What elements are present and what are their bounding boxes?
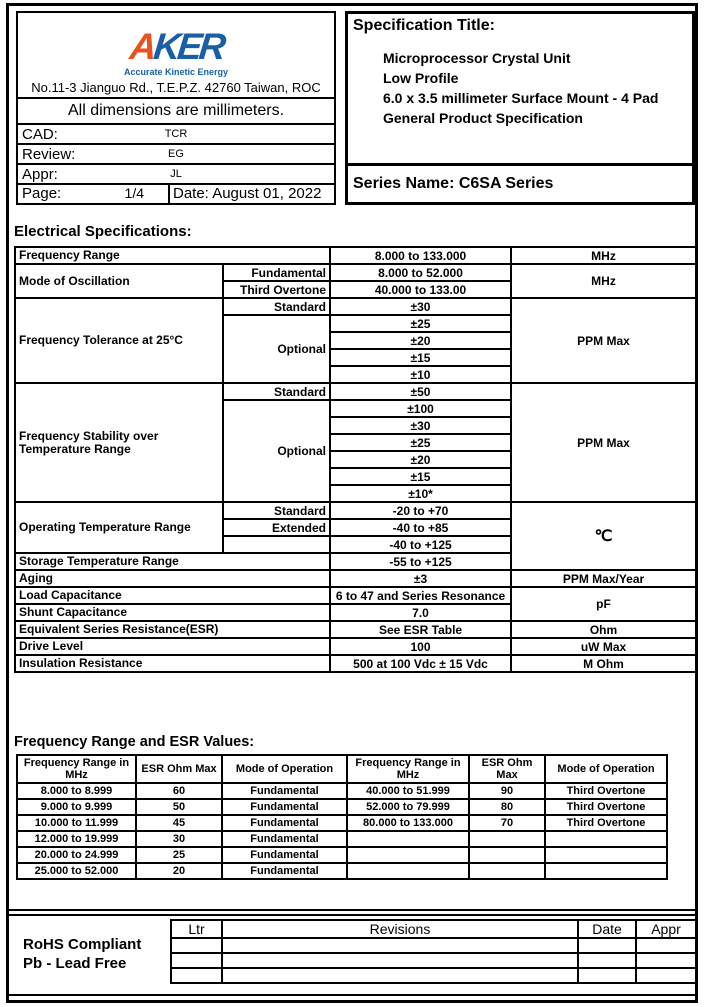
spec-unit: M Ohm <box>511 655 696 672</box>
column-header: Appr <box>636 920 696 938</box>
spec-param: Operating Temperature Range <box>15 502 223 553</box>
spec-unit: uW Max <box>511 638 696 655</box>
spec-value: 100 <box>330 638 511 655</box>
spec-param: Frequency Stability over Temperature Range <box>15 383 223 502</box>
esr-cell: Third Overtone <box>545 799 667 815</box>
esr-cell: Fundamental <box>222 863 347 879</box>
spec-param: Load Capacitance <box>15 587 330 604</box>
spec-value: ±20 <box>330 451 511 468</box>
esr-cell: 50 <box>136 799 222 815</box>
spec-title-box <box>345 11 695 205</box>
series-name: Series Name: C6SA Series <box>348 163 692 202</box>
page-label: Page: <box>22 185 62 202</box>
spec-value: ±30 <box>330 298 511 315</box>
spec-param: Storage Temperature Range <box>15 553 330 570</box>
spec-value: -20 to +70 <box>330 502 511 519</box>
spec-option-label: Fundamental <box>223 264 330 281</box>
rohs-line1: RoHS Compliant <box>23 936 142 953</box>
spec-value: -55 to +125 <box>330 553 511 570</box>
esr-cell <box>347 831 469 847</box>
column-header: ESR Ohm Max <box>136 755 222 783</box>
rev-cell <box>171 968 222 983</box>
review-label: Review: <box>22 146 76 163</box>
table-row <box>15 570 696 587</box>
spec-title-lines <box>353 48 690 128</box>
esr-values-table <box>16 754 668 880</box>
appr-value: JL <box>170 168 182 180</box>
table-row <box>171 953 696 968</box>
rohs-line2: Pb - Lead Free <box>23 955 127 972</box>
table-header-row <box>171 920 696 938</box>
cad-label: CAD: <box>22 126 58 143</box>
esr-cell: 45 <box>136 815 222 831</box>
esr-cell: 52.000 to 79.999 <box>347 799 469 815</box>
column-header: Mode of Operation <box>222 755 347 783</box>
logo-letters-ker: KER <box>151 26 225 67</box>
spec-unit: Ohm <box>511 621 696 638</box>
spec-value: -40 to +85 <box>330 519 511 536</box>
company-address: No.11-3 Jianguo Rd., T.E.P.Z. 42760 Taiwan, ROC <box>31 80 321 95</box>
electrical-heading: Electrical Specifications: <box>14 223 192 240</box>
spec-value: ±3 <box>330 570 511 587</box>
esr-cell: 10.000 to 11.999 <box>17 815 136 831</box>
table-row <box>15 298 696 315</box>
revisions-table <box>170 919 697 984</box>
column-header: Mode of Operation <box>545 755 667 783</box>
spec-title-line: Microprocessor Crystal Unit <box>383 50 571 66</box>
spec-value: 500 at 100 Vdc ± 15 Vdc <box>330 655 511 672</box>
table-row <box>15 247 696 264</box>
table-row <box>171 938 696 953</box>
spec-unit: PPM Max/Year <box>511 570 696 587</box>
esr-cell: 25.000 to 52.000 <box>17 863 136 879</box>
table-row <box>15 502 696 519</box>
esr-cell <box>545 831 667 847</box>
spec-option-label: Standard <box>223 502 330 519</box>
spec-value: ±100 <box>330 400 511 417</box>
esr-cell: 80.000 to 133.000 <box>347 815 469 831</box>
esr-cell: 20 <box>136 863 222 879</box>
page-number: 1/4 <box>124 185 144 201</box>
column-header: Revisions <box>222 920 578 938</box>
table-row <box>15 587 696 604</box>
spec-unit: PPM Max <box>511 383 696 502</box>
spec-option-label: Extended <box>223 519 330 536</box>
rev-cell <box>222 953 578 968</box>
company-header-box <box>16 11 336 205</box>
table-row <box>17 847 667 863</box>
rohs-note <box>23 935 141 973</box>
spec-unit: MHz <box>511 264 696 298</box>
cad-row <box>18 123 334 143</box>
esr-cell: Fundamental <box>222 831 347 847</box>
spec-value: 40.000 to 133.00 <box>330 281 511 298</box>
table-row <box>17 783 667 799</box>
table-row <box>17 831 667 847</box>
dimensions-note: All dimensions are millimeters. <box>18 97 334 123</box>
esr-cell: 80 <box>469 799 545 815</box>
esr-cell: 30 <box>136 831 222 847</box>
bottom-rule <box>9 994 695 996</box>
rev-cell <box>636 938 696 953</box>
spec-value: ±30 <box>330 417 511 434</box>
spec-unit: pF <box>511 587 696 621</box>
esr-heading: Frequency Range and ESR Values: <box>14 734 255 750</box>
esr-cell <box>469 863 545 879</box>
logo-tagline: Accurate Kinetic Energy <box>123 67 229 77</box>
table-row <box>15 264 696 281</box>
spec-param: Insulation Resistance <box>15 655 330 672</box>
esr-cell: 20.000 to 24.999 <box>17 847 136 863</box>
spec-param: Equivalent Series Resistance(ESR) <box>15 621 330 638</box>
esr-cell <box>347 863 469 879</box>
rev-cell <box>171 938 222 953</box>
column-header: Frequency Range in MHz <box>17 755 136 783</box>
document-page <box>6 3 698 1003</box>
table-row <box>15 638 696 655</box>
esr-cell: Fundamental <box>222 783 347 799</box>
esr-cell <box>545 847 667 863</box>
spec-value: ±10 <box>330 366 511 383</box>
spec-option-label: Optional <box>223 315 330 383</box>
rev-cell <box>222 968 578 983</box>
spec-title-line: 6.0 x 3.5 millimeter Surface Mount - 4 Pad <box>383 90 659 106</box>
spec-title-section <box>348 14 692 163</box>
table-row <box>15 621 696 638</box>
table-row <box>17 799 667 815</box>
logo-letter-a: A <box>127 26 156 67</box>
rev-cell <box>636 968 696 983</box>
spec-option-label: Third Overtone <box>223 281 330 298</box>
esr-cell: Fundamental <box>222 799 347 815</box>
spec-option-label <box>223 536 330 553</box>
column-header: Frequency Range in MHz <box>347 755 469 783</box>
esr-cell: 8.000 to 8.999 <box>17 783 136 799</box>
date-value: Date: August 01, 2022 <box>173 185 322 202</box>
review-value: EG <box>168 148 184 160</box>
table-row <box>17 815 667 831</box>
spec-value: See ESR Table <box>330 621 511 638</box>
spec-param: Drive Level <box>15 638 330 655</box>
spec-value: ±15 <box>330 468 511 485</box>
esr-cell: 25 <box>136 847 222 863</box>
esr-cell <box>469 847 545 863</box>
spec-value: ±15 <box>330 349 511 366</box>
spec-value: ±20 <box>330 332 511 349</box>
spec-option-label: Standard <box>223 298 330 315</box>
column-header: Date <box>578 920 636 938</box>
esr-cell: Third Overtone <box>545 783 667 799</box>
spec-param: Frequency Range <box>15 247 330 264</box>
electrical-specs-table <box>14 246 697 673</box>
appr-row <box>18 163 334 183</box>
spec-value: ±10* <box>330 485 511 502</box>
spec-value: ±50 <box>330 383 511 400</box>
footer-separator-line <box>9 909 695 916</box>
spec-option-label: Optional <box>223 400 330 502</box>
rev-cell <box>578 938 636 953</box>
spec-title-line: General Product Specification <box>383 110 583 126</box>
spec-title-line: Low Profile <box>383 70 459 86</box>
page-date-row <box>18 183 334 203</box>
spec-param: Shunt Capacitance <box>15 604 330 621</box>
spec-value: -40 to +125 <box>330 536 511 553</box>
aker-logo <box>128 28 225 66</box>
esr-cell <box>545 863 667 879</box>
spec-value: 7.0 <box>330 604 511 621</box>
spec-value: ±25 <box>330 434 511 451</box>
esr-cell: 90 <box>469 783 545 799</box>
spec-option-label: Standard <box>223 383 330 400</box>
logo-area <box>18 13 334 97</box>
esr-cell: 70 <box>469 815 545 831</box>
table-header-row <box>17 755 667 783</box>
table-row <box>15 383 696 400</box>
spec-param: Aging <box>15 570 330 587</box>
spec-value: 8.000 to 133.000 <box>330 247 511 264</box>
esr-cell <box>469 831 545 847</box>
esr-cell: Third Overtone <box>545 815 667 831</box>
esr-cell: 60 <box>136 783 222 799</box>
esr-cell: 40.000 to 51.999 <box>347 783 469 799</box>
cad-value: TCR <box>164 128 188 140</box>
spec-unit: MHz <box>511 247 696 264</box>
column-header: ESR Ohm Max <box>469 755 545 783</box>
spec-title-label: Specification Title: <box>353 17 495 34</box>
esr-cell: 12.000 to 19.999 <box>17 831 136 847</box>
column-header: Ltr <box>171 920 222 938</box>
esr-cell: 9.000 to 9.999 <box>17 799 136 815</box>
page-cell <box>18 185 170 203</box>
rev-cell <box>578 953 636 968</box>
table-row <box>171 968 696 983</box>
table-row <box>17 863 667 879</box>
appr-label: Appr: <box>22 166 58 183</box>
spec-param: Mode of Oscillation <box>15 264 223 298</box>
spec-unit: PPM Max <box>511 298 696 383</box>
rev-cell <box>171 953 222 968</box>
review-row <box>18 143 334 163</box>
rev-cell <box>636 953 696 968</box>
esr-cell: Fundamental <box>222 847 347 863</box>
spec-unit: ℃ <box>511 502 696 570</box>
rev-cell <box>222 938 578 953</box>
table-row <box>15 655 696 672</box>
spec-value: ±25 <box>330 315 511 332</box>
esr-cell <box>347 847 469 863</box>
spec-value: 8.000 to 52.000 <box>330 264 511 281</box>
spec-param: Frequency Tolerance at 25°C <box>15 298 223 383</box>
esr-cell: Fundamental <box>222 815 347 831</box>
rev-cell <box>578 968 636 983</box>
spec-value: 6 to 47 and Series Resonance <box>330 587 511 604</box>
